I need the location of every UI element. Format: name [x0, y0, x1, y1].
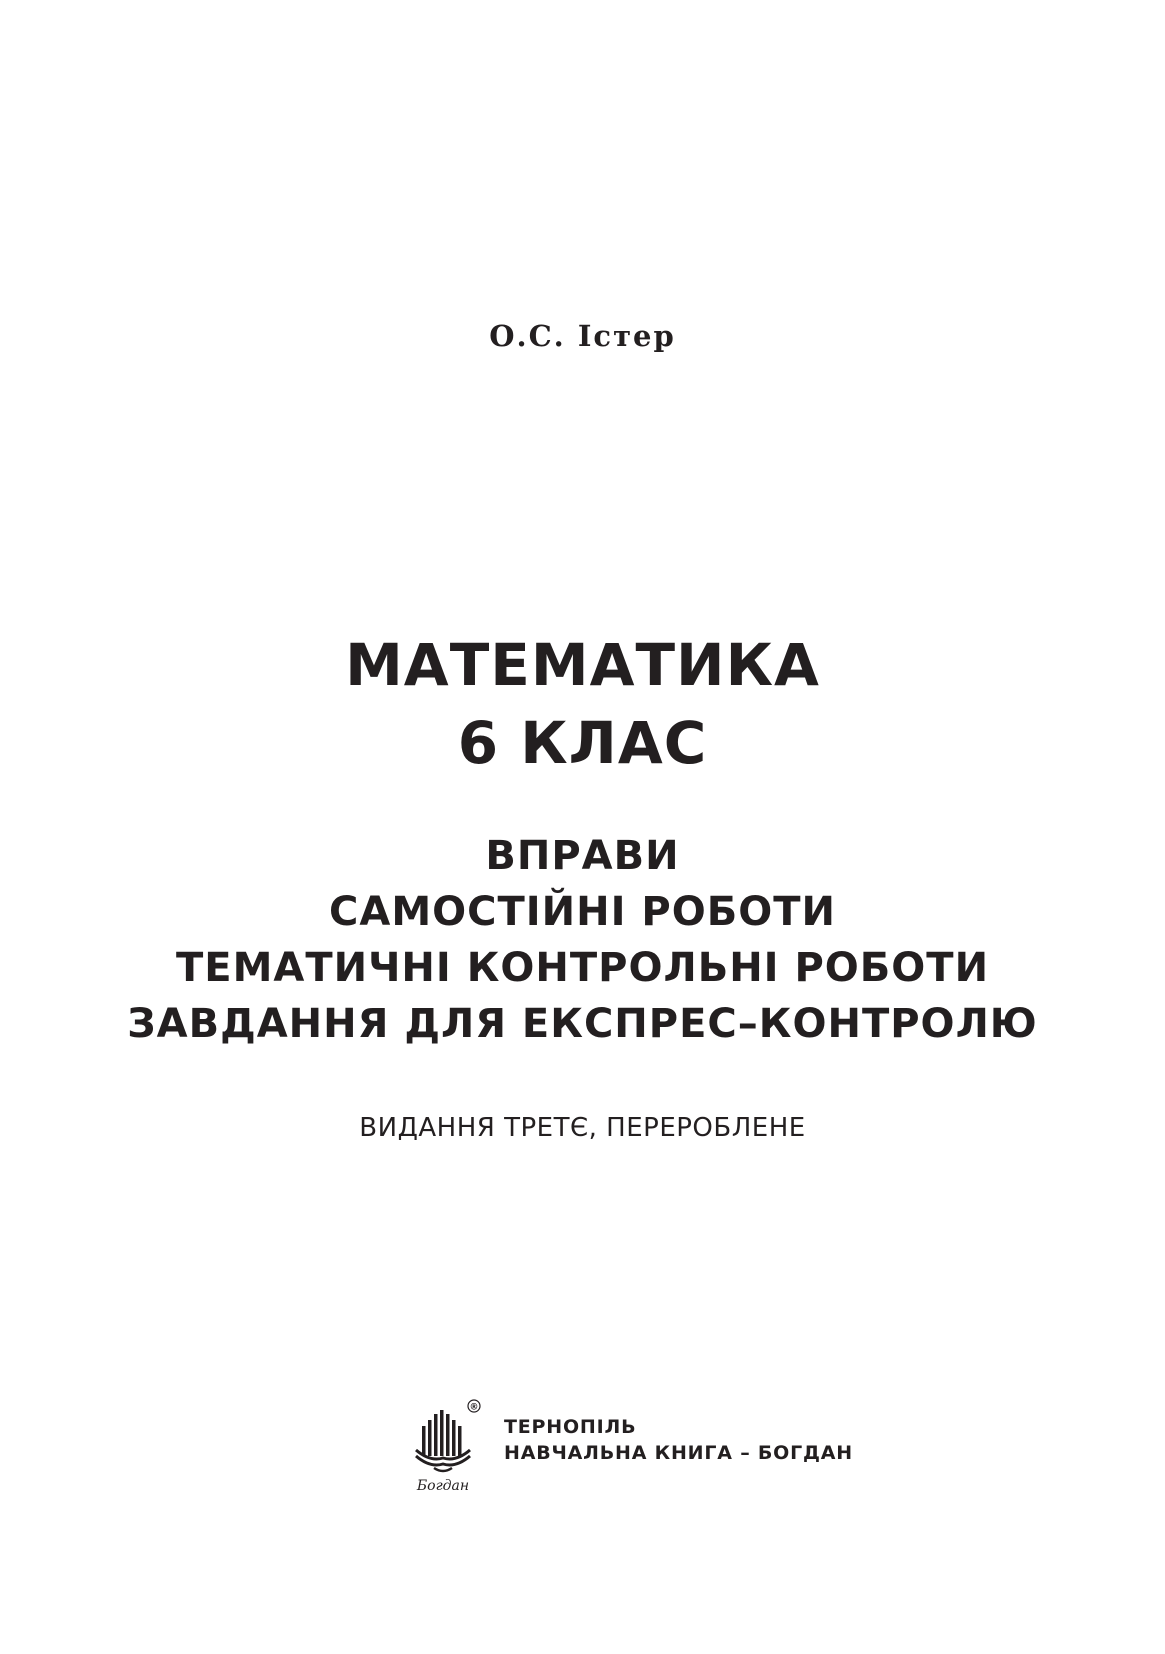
edition-note: ВИДАННЯ ТРЕТЄ, ПЕРЕРОБЛЕНЕ	[359, 1113, 806, 1143]
subtitle-exercises: ВПРАВИ	[485, 833, 680, 879]
svg-text:Богдан: Богдан	[416, 1478, 470, 1494]
title-line-grade: 6 КЛАС	[457, 709, 708, 777]
subtitle-thematic-tests: ТЕМАТИЧНІ КОНТРОЛЬНІ РОБОТИ	[175, 945, 990, 991]
book-title	[0, 626, 1165, 782]
publisher-info	[504, 1414, 853, 1466]
subtitle-independent-work: САМОСТІЙНІ РОБОТИ	[329, 889, 836, 935]
book-subtitles	[0, 828, 1165, 1052]
svg-text:®: ®	[469, 1402, 479, 1413]
author-name: О.С. Істер	[489, 319, 676, 353]
publisher-city: ТЕРНОПІЛЬ	[504, 1416, 637, 1438]
subtitle-express-control: ЗАВДАННЯ ДЛЯ ЕКСПРЕС–КОНТРОЛЮ	[127, 1001, 1038, 1047]
publisher-logo	[412, 1398, 484, 1498]
publisher-name: НАВЧАЛЬНА КНИГА – БОГДАН	[504, 1442, 853, 1464]
bohdan-logo-icon	[412, 1398, 484, 1498]
title-line-subject: МАТЕМАТИКА	[345, 631, 820, 699]
